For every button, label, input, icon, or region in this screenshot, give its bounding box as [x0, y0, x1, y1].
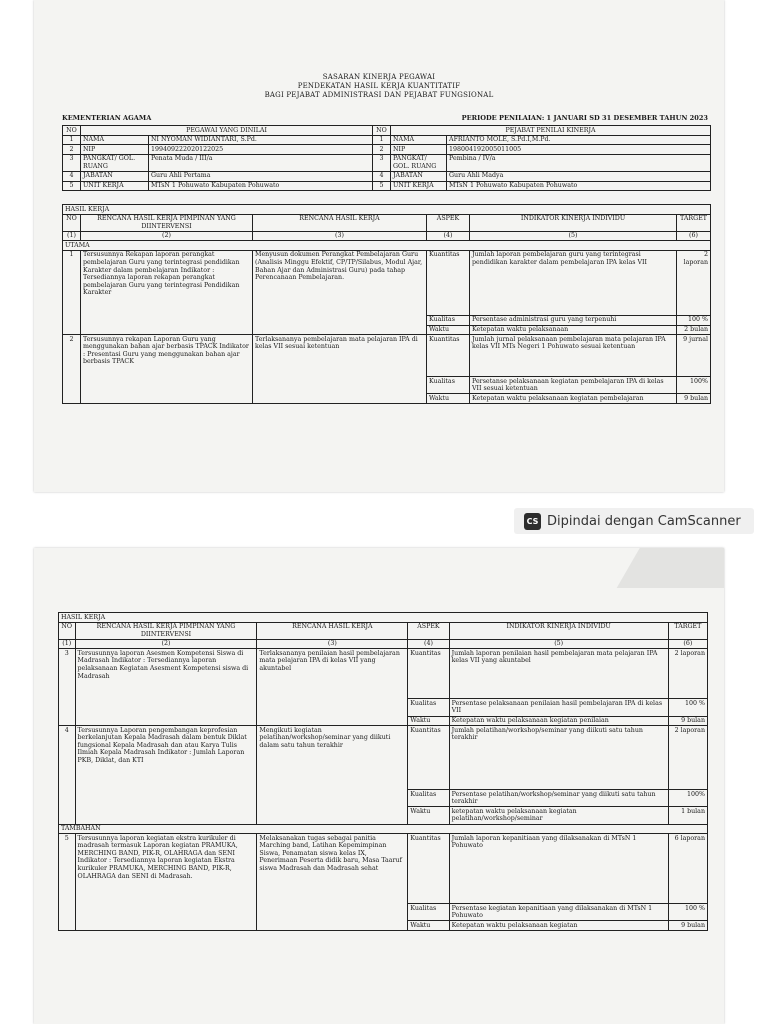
identity-label: UNIT KERJA — [391, 181, 447, 191]
col-no-header: NO — [59, 622, 76, 639]
col-plan-header: RENCANA HASIL KERJA — [253, 214, 427, 231]
col-indicator-header: INDIKATOR KINERJA INDIVIDU — [449, 622, 668, 639]
item-target: 2 laporan — [668, 649, 707, 699]
col-number: (2) — [81, 231, 253, 241]
identity-label: PANGKAT/ GOL. RUANG — [81, 154, 149, 171]
item-indicator: Jumlah pelatihan/workshop/seminar yang diikuti satu tahun terakhir — [449, 726, 668, 790]
item-no: 5 — [59, 834, 76, 931]
item-aspect: Kuantitas — [427, 335, 470, 377]
item-no: 4 — [59, 726, 76, 824]
item-plan: Melaksanakan tugas sebagai panitia Marching band, Latihan Kepemimpinan Siswa, Penamatan siswa kelas IX, Penerimaan Peserta didik baru, Masa Taaruf siswa Madrasah dan Madrasah sehat — [257, 834, 408, 931]
table-row — [63, 335, 711, 377]
item-target: 9 bulan — [668, 921, 707, 931]
identity-no: 3 — [373, 154, 391, 171]
identity-no-header: NO — [373, 126, 391, 136]
item-target: 6 laporan — [668, 834, 707, 904]
item-target: 100% — [677, 377, 711, 394]
col-number: (4) — [408, 639, 449, 649]
camscanner-icon: CS — [524, 513, 541, 530]
document-page-2 — [34, 548, 724, 1024]
identity-no: 2 — [63, 145, 81, 155]
item-indicator: Persetanse pelaksanaan kegiatan pembelajaran IPA di kelas VII sesuai ketentuan — [470, 377, 677, 394]
item-aspect: Kualitas — [427, 315, 470, 325]
identity-label: NAMA — [391, 135, 447, 145]
col-plan-header: RENCANA HASIL KERJA — [257, 622, 408, 639]
results-section-title: HASIL KERJA — [59, 613, 708, 623]
identity-value: MTsN 1 Pohuwato Kabupaten Pohuwato — [149, 181, 373, 191]
table-row — [59, 726, 708, 790]
identity-row — [63, 145, 711, 155]
item-aspect: Kuantitas — [408, 726, 449, 790]
item-target: 2 laporan — [677, 250, 711, 315]
identity-row — [63, 154, 711, 171]
identity-label: JABATAN — [81, 171, 149, 181]
col-aspect-header: ASPEK — [427, 214, 470, 231]
item-plan: Terlaksananya penilaian hasil pembelajaran mata pelajaran IPA di kelas VII yang akuntabel — [257, 649, 408, 726]
identity-no: 5 — [373, 181, 391, 191]
header-line-1: SASARAN KINERJA PEGAWAI — [322, 73, 436, 81]
identity-left-title: PEGAWAI YANG DINILAI — [81, 126, 373, 136]
col-number: (1) — [63, 231, 81, 241]
item-leader-plan: Tersusunnya Laporan pengembangan keprofesian berkelanjutan Kepala Madrasah dalam bentuk Diklat fungsional Kepala Madrasah dan atau Karya Tulis Ilmiah Kepala Madrasah Indikator : Jumlah Laporan PKB, Diklat, dan KTI — [75, 726, 257, 824]
item-indicator: Jumlah laporan kepanitiaan yang dilaksanakan di MTsN 1 Pohuwato — [449, 834, 668, 904]
table-row — [59, 649, 708, 699]
col-number: (5) — [470, 231, 677, 241]
item-leader-plan: Tersusunnya laporan kegiatan ekstra kurikuler di madrasah termasuk Laporan kegiatan PRAMUKA, MERCHING BAND, PIK-R, OLAHRAGA dan SENI Indikator : Tersediannya laporan kegiatan Ekstra kurikuler PRAMUKA, MERCHING BAND, PIK-R, OLAHRAGA dan SENI di Madrasah. — [75, 834, 257, 931]
item-target: 100 % — [668, 699, 707, 716]
item-plan: Mengikuti kegiatan pelatihan/workshop/seminar yang diikuti dalam satu tahun terakhir — [257, 726, 408, 824]
col-number: (4) — [427, 231, 470, 241]
item-indicator: Persentase pelatihan/workshop/seminar yang diikuti satu tahun terakhir — [449, 790, 668, 807]
header-line-3: BAGI PEJABAT ADMINISTRASI DAN PEJABAT FUNGSIONAL — [264, 91, 494, 99]
ministry-label: KEMENTERIAN AGAMA — [62, 114, 152, 122]
page-fold-shadow — [617, 548, 724, 588]
item-no: 2 — [63, 335, 81, 404]
identity-no: 2 — [373, 145, 391, 155]
item-aspect: Waktu — [427, 325, 470, 335]
col-number: (2) — [75, 639, 257, 649]
document-header — [34, 73, 724, 100]
identity-value: Pembina / IV/a — [447, 154, 711, 171]
item-no: 3 — [59, 649, 76, 726]
item-leader-plan: Tersusunnya Rekapan laporan perangkat pembelajaran Guru yang terintegrasi pendidikan Karakter dalam pembelajaran Indikator : Tersediannya laporan rekapan perangkat pembelajaran Guru yang terintegrasi Pendidikan Karakter — [81, 250, 253, 334]
item-no: 1 — [63, 250, 81, 334]
item-indicator: Ketepatan waktu pelaksanaan — [470, 325, 677, 335]
identity-no: 1 — [373, 135, 391, 145]
identity-value: Guru Ahli Madya — [447, 171, 711, 181]
item-aspect: Kuantitas — [408, 834, 449, 904]
item-leader-plan: Tersusunnya rekapan Laporan Guru yang menggunakan bahan ajar berbasis TPACK Indikator : Presentasi Guru yang menggunakan bahan ajar berbasis TPACK — [81, 335, 253, 404]
item-target: 9 bulan — [677, 394, 711, 404]
identity-row — [63, 181, 711, 191]
table-row — [63, 250, 711, 315]
col-plan-leader-header: RENCANA HASIL KERJA PIMPINAN YANG DIINTERVENSI — [81, 214, 253, 231]
col-target-header: TARGET — [677, 214, 711, 231]
results-table-page-2 — [58, 612, 708, 931]
identity-no: 4 — [373, 171, 391, 181]
identity-label: UNIT KERJA — [81, 181, 149, 191]
col-number: (3) — [253, 231, 427, 241]
identity-value: 199409222020122025 — [149, 145, 373, 155]
item-target: 9 bulan — [668, 716, 707, 726]
col-aspect-header: ASPEK — [408, 622, 449, 639]
item-indicator: Persentase administrasi guru yang terpenuhi — [470, 315, 677, 325]
results-section-title: HASIL KERJA — [63, 205, 711, 215]
item-aspect: Kualitas — [408, 904, 449, 921]
results-table-page-1 — [62, 204, 711, 404]
item-aspect: Waktu — [408, 921, 449, 931]
col-target-header: TARGET — [668, 622, 707, 639]
item-aspect: Waktu — [408, 807, 449, 824]
document-page-1 — [34, 0, 724, 492]
identity-no: 4 — [63, 171, 81, 181]
col-number: (5) — [449, 639, 668, 649]
item-indicator: Jumlah jurnal pelaksanaan pembelajaran mata pelajaran IPA kelas VII MTs Negeri 1 Pohuwato sesuai ketentuan — [470, 335, 677, 377]
item-indicator: ketepatan waktu pelaksanaan kegiatan pelatihan/workshop/seminar — [449, 807, 668, 824]
col-no-header: NO — [63, 214, 81, 231]
identity-no-header: NO — [63, 126, 81, 136]
camscanner-watermark — [514, 508, 754, 534]
table-row — [59, 834, 708, 904]
item-target: 2 bulan — [677, 325, 711, 335]
col-indicator-header: INDIKATOR KINERJA INDIVIDU — [470, 214, 677, 231]
identity-table — [62, 125, 711, 191]
item-leader-plan: Tersusunnya laporan Asesmen Kompetensi Siswa di Madrasah Indikator : Tersediannya laporan pelaksanaan Kegiatan Asesment Kompetensi siswa di Madrasah — [75, 649, 257, 726]
item-indicator: Ketepatan waktu pelaksanaan kegiatan — [449, 921, 668, 931]
item-target: 100 % — [677, 315, 711, 325]
identity-no: 5 — [63, 181, 81, 191]
tambahan-section-label: TAMBAHAN — [59, 824, 708, 834]
col-plan-leader-header: RENCANA HASIL KERJA PIMPINAN YANG DIINTERVENSI — [75, 622, 257, 639]
item-aspect: Waktu — [427, 394, 470, 404]
item-aspect: Kuantitas — [427, 250, 470, 315]
col-number: (6) — [668, 639, 707, 649]
identity-value: NI NYOMAN WIDIANTARI, S.Pd. — [149, 135, 373, 145]
item-plan: Menyusun dokumen Perangkat Pembelajaran Guru (Analisis Minggu Efektif, CP/TP/Silabus, Modul Ajar, Bahan Ajar dan Administrasi Guru) pada tahap Perencanaan Pembelajaran. — [253, 250, 427, 334]
identity-label: JABATAN — [391, 171, 447, 181]
identity-row — [63, 135, 711, 145]
item-aspect: Kualitas — [408, 699, 449, 716]
item-indicator: Persentase kegiatan kepanitiaan yang dilaksanakan di MTsN 1 Pohuwato — [449, 904, 668, 921]
col-number: (1) — [59, 639, 76, 649]
item-aspect: Kualitas — [427, 377, 470, 394]
item-aspect: Kualitas — [408, 790, 449, 807]
item-indicator: Jumlah laporan pembelajaran guru yang terintegrasi pendidikan karakter dalam pembelajaran IPA kelas VII — [470, 250, 677, 315]
identity-row — [63, 171, 711, 181]
period-label: PERIODE PENILAIAN: 1 JANUARI SD 31 DESEMBER TAHUN 2023 — [461, 114, 708, 122]
item-plan: Terlaksananya pembelajaran mata pelajaran IPA di kelas VII sesuai ketentuan — [253, 335, 427, 404]
identity-value: Guru Ahli Pertama — [149, 171, 373, 181]
item-target: 100 % — [668, 904, 707, 921]
item-indicator: Ketepatan waktu pelaksanaan kegiatan pembelajaran — [470, 394, 677, 404]
item-indicator: Persentase pelaksanaan penilaian hasil pembelajaran IPA di kelas VII — [449, 699, 668, 716]
item-target: 100% — [668, 790, 707, 807]
header-line-2: PENDEKATAN HASIL KERJA KUANTITATIF — [297, 82, 461, 90]
identity-no: 3 — [63, 154, 81, 171]
identity-value: Penata Muda / III/a — [149, 154, 373, 171]
item-indicator: Ketepatan waktu pelaksanaan kegiatan penilaian — [449, 716, 668, 726]
item-aspect: Waktu — [408, 716, 449, 726]
camscanner-label: Dipindai dengan CamScanner — [547, 513, 741, 529]
item-target: 2 laporan — [668, 726, 707, 790]
identity-right-title: PEJABAT PENILAI KINERJA — [391, 126, 711, 136]
identity-label: NIP — [81, 145, 149, 155]
identity-no: 1 — [63, 135, 81, 145]
item-target: 9 jurnal — [677, 335, 711, 377]
identity-value: 198004192005011005 — [447, 145, 711, 155]
item-indicator: Jumlah laporan penilaian hasil pembelajaran mata pelajaran IPA kelas VII yang akuntabel — [449, 649, 668, 699]
identity-value: MTsN 1 Pohuwato Kabupaten Pohuwato — [447, 181, 711, 191]
item-target: 1 bulan — [668, 807, 707, 824]
identity-label: NAMA — [81, 135, 149, 145]
col-number: (6) — [677, 231, 711, 241]
identity-value: AFRIANTO MOLE, S.Pd.I,M.Pd. — [447, 135, 711, 145]
identity-label: PANGKAT/ GOL. RUANG — [391, 154, 447, 171]
utama-section-label: UTAMA — [63, 241, 711, 251]
identity-label: NIP — [391, 145, 447, 155]
item-aspect: Kuantitas — [408, 649, 449, 699]
col-number: (3) — [257, 639, 408, 649]
